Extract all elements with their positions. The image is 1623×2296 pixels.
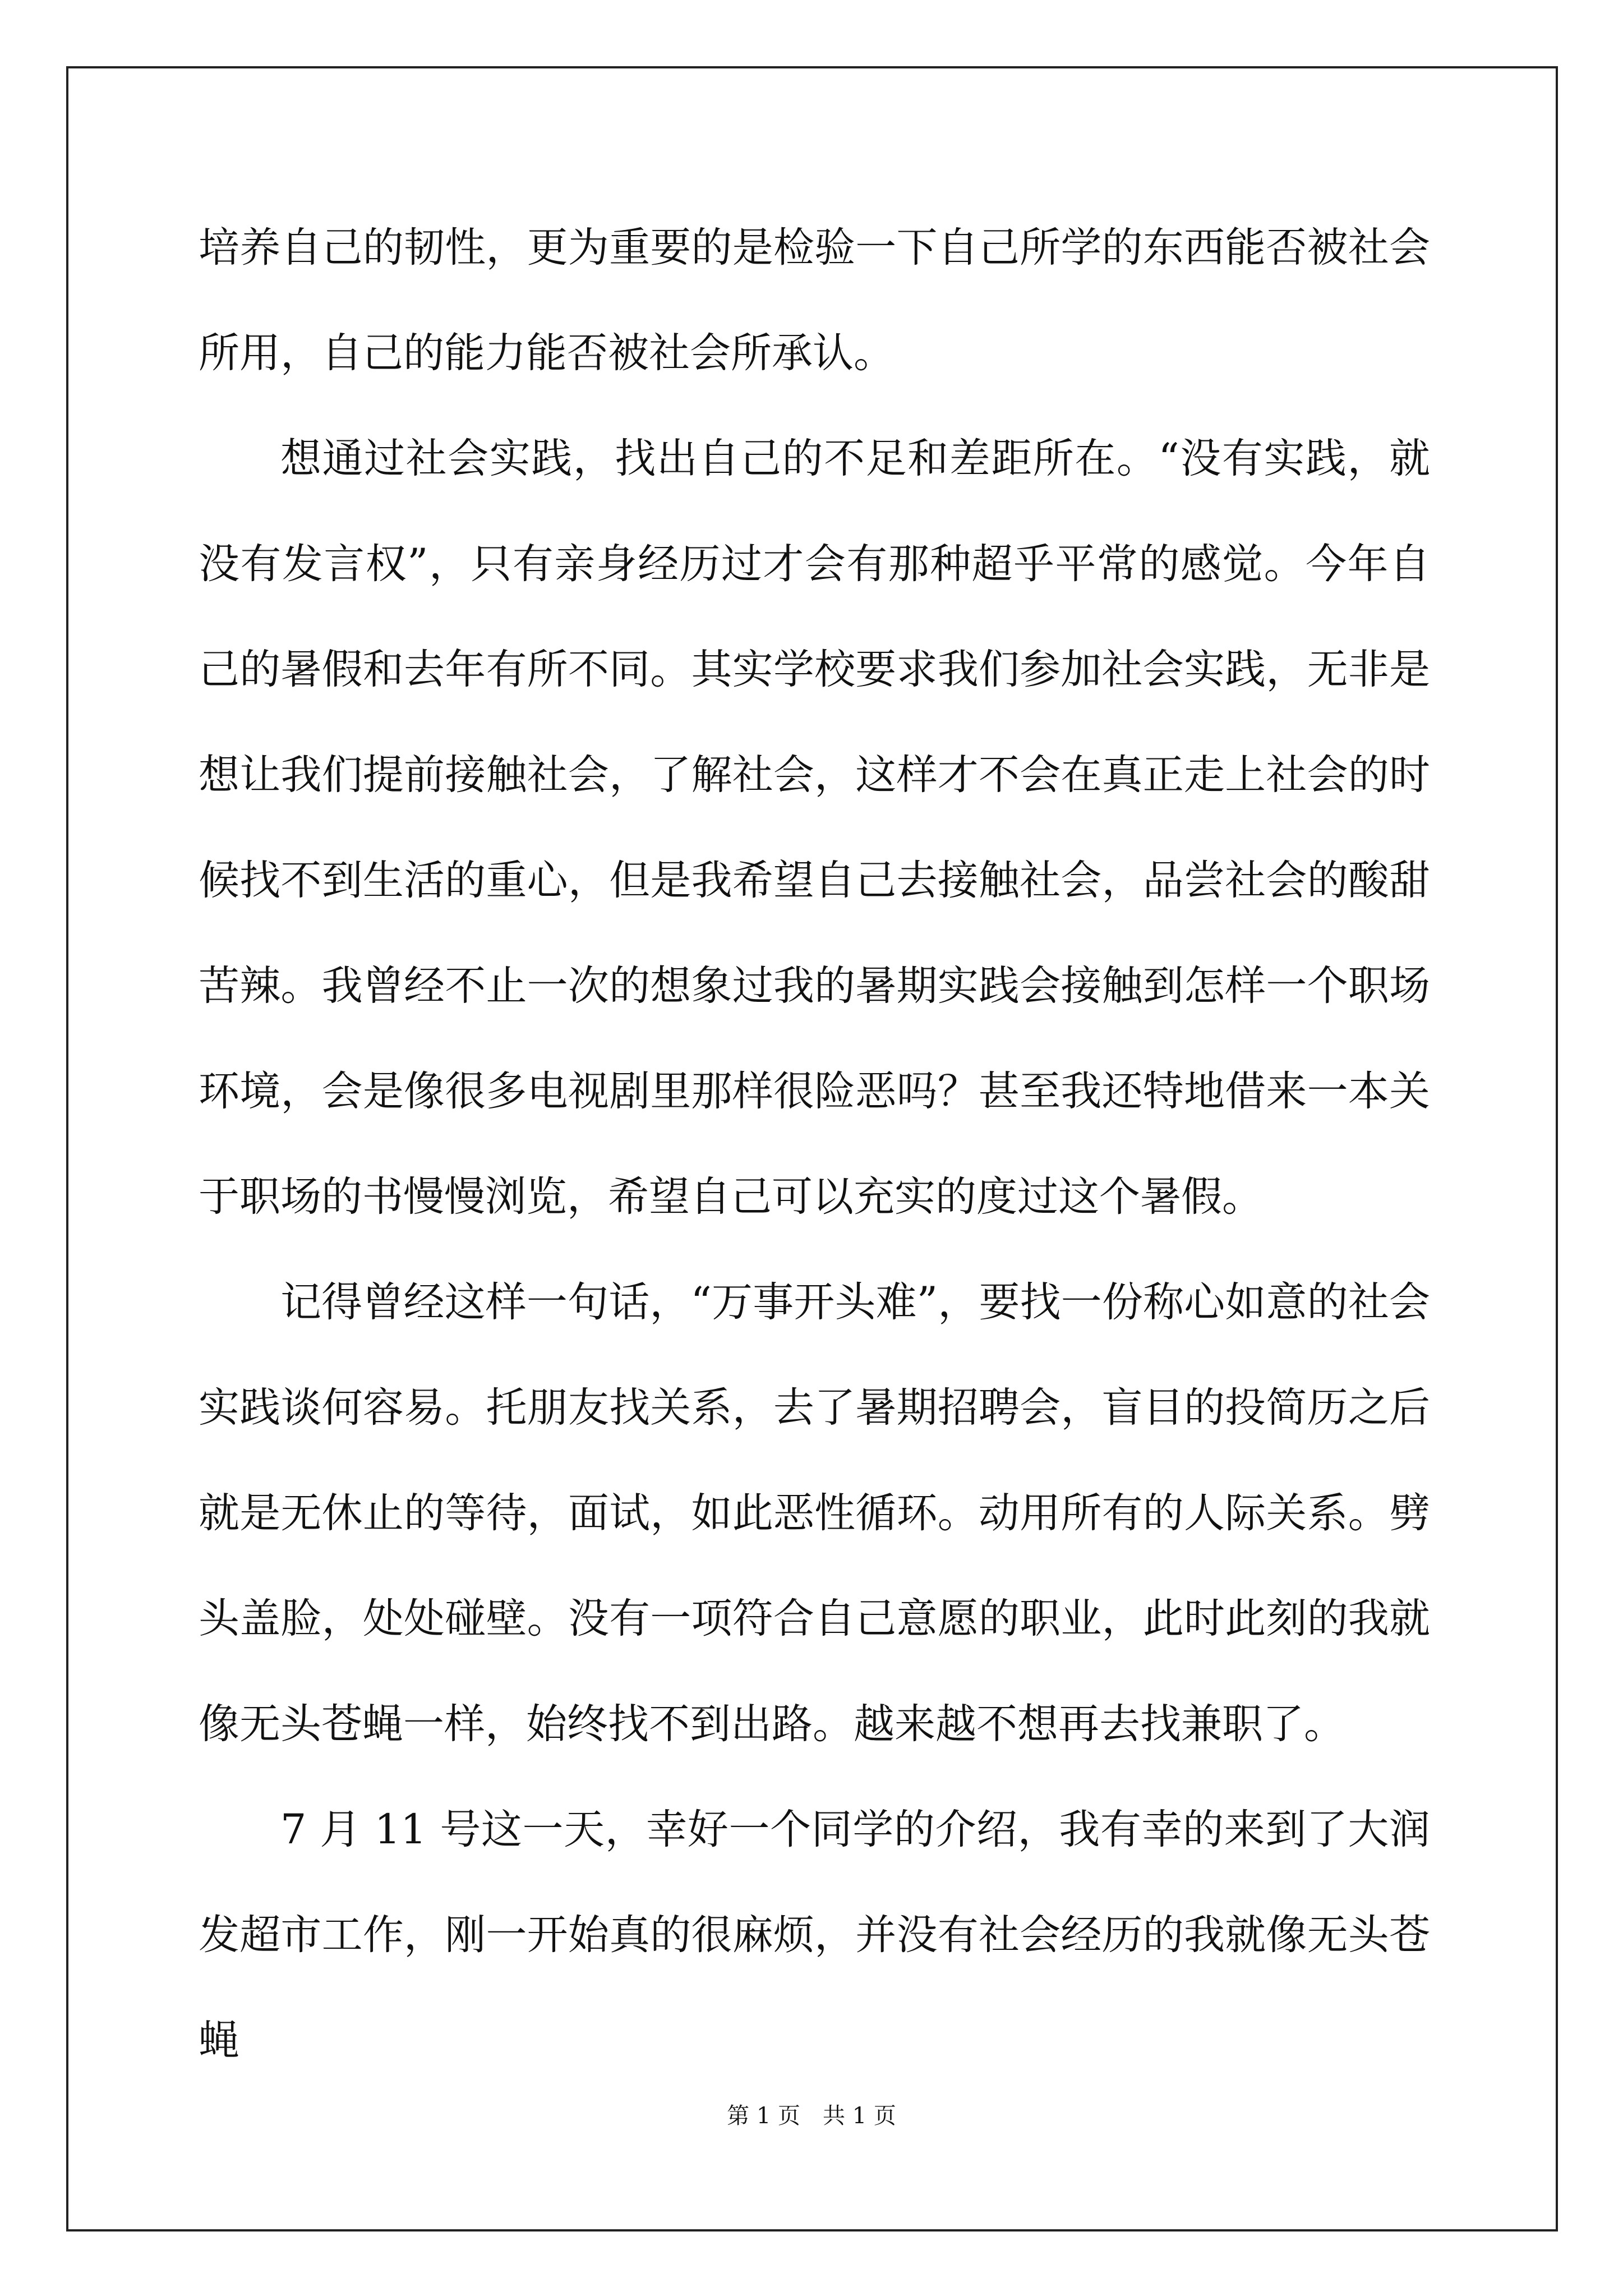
paragraph-3: 记得曾经这样一句话，“万事开头难”，要找一份称心如意的社会实践谈何容易。托朋友找关系，去了暑期招聘会，盲目的投简历之后就是无休止的等待，面试，如此恶性循环。动用所有的人际关系。劈头盖脸，处处碰壁。没有一项符合自己意愿的职业，此时此刻的我就像无头苍蝇一样，始终找不到出路。越来越不想再去找兼职了。: [199, 1278, 1430, 1748]
page-number-footer: 第 1 页 共 1 页: [727, 2103, 896, 2129]
document-body: [199, 195, 1430, 2093]
paragraph-2: 想通过社会实践，找出自己的不足和差距所在。“没有实践，就没有发言权”，只有亲身经历过才会有那种超乎平常的感觉。今年自己的暑假和去年有所不同。其实学校要求我们参加社会实践，无非是想让我们提前接触社会，了解社会，这样才不会在真正走上社会的时候找不到生活的重心，但是我希望自己去接触社会，品尝社会的酸甜苦辣。我曾经不止一次的想象过我的暑期实践会接触到怎样一个职场环境，会是像很多电视剧里那样很险恶吗？甚至我还特地借来一本关于职场的书慢慢浏览，希望自己可以充实的度过这个暑假。: [199, 435, 1430, 1221]
paragraph-4: 7 月 11 号这一天，幸好一个同学的介绍，我有幸的来到了大润发超市工作，刚一开始真的很麻烦，并没有社会经历的我就像无头苍蝇: [199, 1806, 1430, 2064]
paragraph-1: 培养自己的韧性，更为重要的是检验一下自己所学的东西能否被社会所用，自己的能力能否被社会所承认。: [199, 224, 1430, 377]
